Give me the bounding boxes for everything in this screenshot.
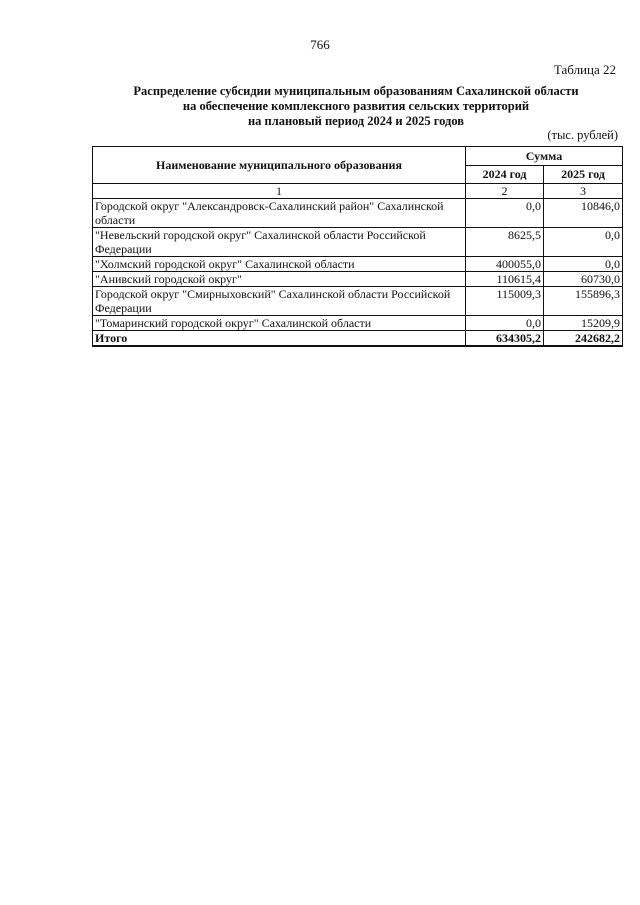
- municipality-name: "Анивский городской округ": [93, 272, 466, 287]
- table-row: [93, 287, 623, 316]
- document-title: [60, 84, 640, 129]
- amount-2024: 8625,5: [466, 228, 544, 257]
- subsidy-table: [92, 146, 623, 347]
- total-row: [93, 331, 623, 347]
- municipality-name: "Холмский городской округ" Сахалинской области: [93, 257, 466, 272]
- header-year-2025: 2025 год: [544, 165, 623, 184]
- title-line: на обеспечение комплексного развития сельских территорий: [182, 99, 530, 113]
- table-row: [93, 228, 623, 257]
- total-2024: 634305,2: [466, 331, 544, 347]
- column-number: 3: [544, 184, 623, 199]
- title-line: на плановый период 2024 и 2025 годов: [247, 114, 465, 128]
- table-row: [93, 199, 623, 228]
- header-sum: Сумма: [466, 147, 623, 166]
- column-numbers-row: [93, 184, 623, 199]
- header-name: Наименование муниципального образования: [93, 147, 466, 184]
- amount-2024: 110615,4: [466, 272, 544, 287]
- table-row: [93, 316, 623, 331]
- title-line: Распределение субсидии муниципальным образованиям Сахалинской области: [133, 84, 579, 98]
- amount-2025: 0,0: [544, 257, 623, 272]
- amount-2024: 0,0: [466, 199, 544, 228]
- amount-2025: 15209,9: [544, 316, 623, 331]
- total-2025: 242682,2: [544, 331, 623, 347]
- units-label: (тыс. рублей): [547, 128, 618, 142]
- municipality-name: "Невельский городской округ" Сахалинской области Российской Федерации: [93, 228, 466, 257]
- amount-2025: 0,0: [544, 228, 623, 257]
- amount-2024: 400055,0: [466, 257, 544, 272]
- municipality-name: Городской округ "Смирныховский" Сахалинской области Российской Федерации: [93, 287, 466, 316]
- table-label: Таблица 22: [553, 62, 616, 77]
- municipality-name: "Томаринский городской округ" Сахалинской области: [93, 316, 466, 331]
- amount-2024: 115009,3: [466, 287, 544, 316]
- amount-2024: 0,0: [466, 316, 544, 331]
- table-row: [93, 272, 623, 287]
- column-number: 2: [466, 184, 544, 199]
- table-row: [93, 257, 623, 272]
- amount-2025: 60730,0: [544, 272, 623, 287]
- column-number: 1: [93, 184, 466, 199]
- municipality-name: Городской округ "Александровск-Сахалинский район" Сахалинской области: [93, 199, 466, 228]
- amount-2025: 155896,3: [544, 287, 623, 316]
- total-label: Итого: [93, 331, 466, 347]
- amount-2025: 10846,0: [544, 199, 623, 228]
- header-year-2024: 2024 год: [466, 165, 544, 184]
- page-number: 766: [310, 37, 330, 52]
